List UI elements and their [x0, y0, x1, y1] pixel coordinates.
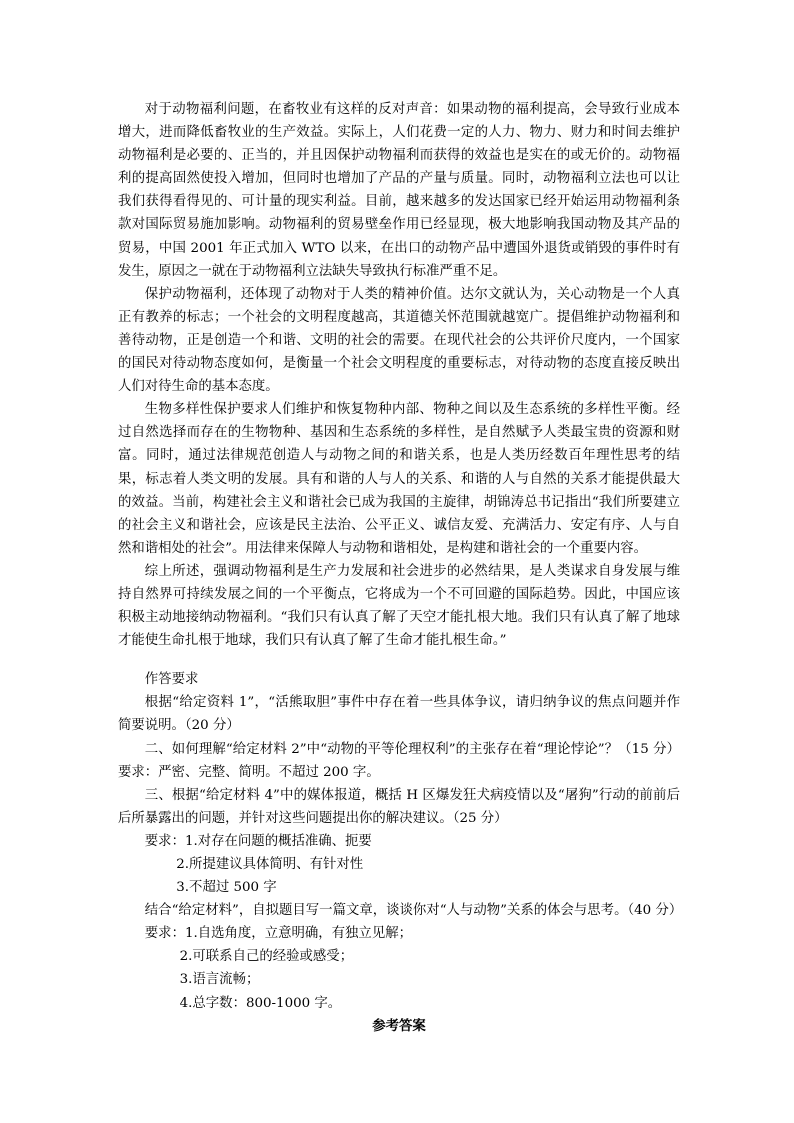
question-3-requirement-1: 要求：1.对存在问题的概括准确、扼要 — [144, 833, 372, 849]
question-4-requirement-1: 要求：1.自选角度，立意明确，有独立见解； — [144, 926, 412, 942]
paragraph-1: 对于动物福利问题，在畜牧业有这样的反对声音：如果动物的福利提高，会导致行业成本增大，进而降低畜牧业的生产效益。实际上，人们花费一定的人力、物力、财力和时间去维护动物福利是必要的、正当的，并且因保护动物福利而获得的效益也是实在的或无价的。动物福利的提高固然使投入增加，但同时也增加了产品的产量与质量。同时，动物福利立法也可以让我们获得看得见的、可计量的现实利益。目前，越来越多的发达国家已经开始运用动物福利条款对国际贸易施加影响。动物福利的贸易壁垒作用已经显现，极大地影响我国动物及其产品的贸易，中国 2001 年正式加入 WTO 以来，在出口的动物产品中遭国外退货或销毁的事件时有发生，原因之一就在于动物福利立法缺失导致执行标准严重不足。 — [118, 102, 680, 279]
paragraph-4: 综上所述，强调动物福利是生产力发展和社会进步的必然结果，是人类谋求自身发展与维持自然界可持续发展之间的一个平衡点，它将成为一个不可回避的国际趋势。因此，中国应该积极主动地接纳动物福利。“我们只有认真了解了天空才能扎根大地。我们只有认真了解了地球才能使生命扎根于地球，我们只有认真了解了生命才能扎根生命。” — [118, 563, 680, 649]
paragraph-3: 生物多样性保护要求人们维护和恢复物种内部、物种之间以及生态系统的多样性平衡。经过自然选择而存在的生物物种、基因和生态系统的多样性，是自然赋予人类最宝贵的资源和财富。同时，通过法律规范创造人与动物之间的和谐关系，也是人类历经数百年理性思考的结果，标志着人类文明的发展。具有和谐的人与人的关系、和谐的人与自然的关系才能提供最大的效益。当前，构建社会主义和谐社会已成为我国的主旋律，胡锦涛总书记指出“我们所要建立的社会主义和谐社会，应该是民主法治、公平正义、诚信友爱、充满活力、安定有序、人与自然和谐相处的社会”。用法律来保障人与动物和谐相处，是构建和谐社会的一个重要内容。 — [118, 402, 680, 556]
document-page — [118, 98, 683, 1038]
question-4: 结合“给定材料”，自拟题目写一篇文章，谈谈你对“人与动物”关系的体会与思考。（40 分） — [144, 903, 683, 919]
answer-title: 参考答案 — [372, 1018, 426, 1034]
question-4-requirement-4: 4.总字数：800-1000 字。 — [179, 995, 342, 1011]
question-1: 根据“给定资料 1”，“活熊取胆”事件中存在着一些具体争议，请归纳争议的焦点问题并作简要说明。（20 分） — [118, 695, 680, 734]
question-4-requirement-3: 3.语言流畅； — [179, 972, 260, 988]
question-2: 二、如何理解“给定材料 2”中“动物的平等伦理权利”的主张存在着“理论悖论”？（15 分）要求：严密、完整、简明。不超过 200 字。 — [118, 741, 680, 780]
question-3: 三、根据“给定材料 4”中的媒体报道，概括 H 区爆发狂犬病疫情以及“屠狗”行动的前前后后所暴露出的问题，并针对这些问题提出你的解决建议。（25 分） — [118, 787, 680, 826]
paragraph-2: 保护动物福利，还体现了动物对于人类的精神价值。达尔文就认为，关心动物是一个人真正有教养的标志；一个社会的文明程度越高，其道德关怀范围就越宽广。提倡维护动物福利和善待动物，正是创造一个和谐、文明的社会的需要。在现代社会的公共评价尺度内，一个国家的国民对待动物态度如何，是衡量一个社会文明程度的重要标志，对待动物的态度直接反映出人们对待生命的基本态度。 — [118, 286, 680, 395]
spacer — [118, 652, 680, 668]
question-4-requirement-2: 2.可联系自己的经验或感受； — [179, 949, 354, 965]
question-3-requirement-3: 3.不超过 500 字 — [176, 880, 277, 896]
question-3-requirement-2: 2.所提建议具体简明、有针对性 — [176, 857, 364, 872]
requirements-heading: 作答要求 — [144, 672, 199, 688]
